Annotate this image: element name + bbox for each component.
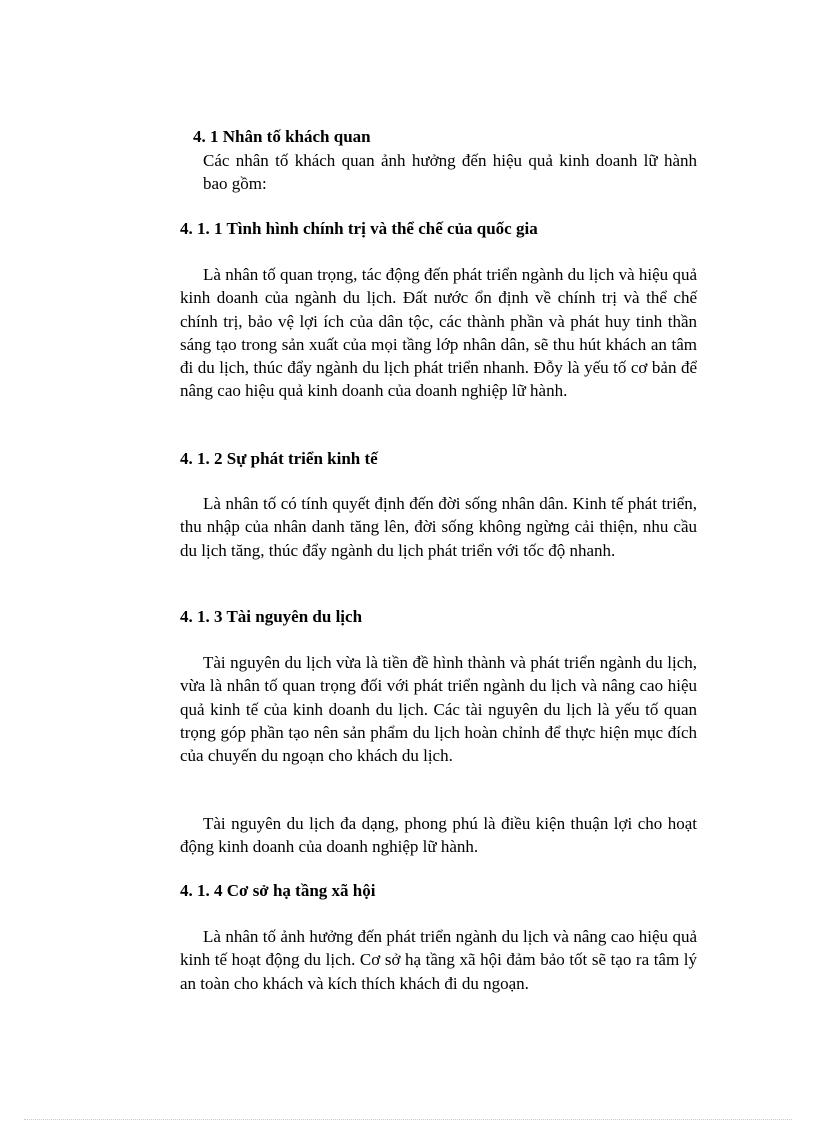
heading-4-1-4: 4. 1. 4 Cơ sở hạ tầng xã hội <box>180 881 376 900</box>
intro-paragraph: Các nhân tố khách quan ảnh hưởng đến hiệu quả kinh doanh lữ hành bao gồm: <box>203 151 697 194</box>
heading-4-1-3: 4. 1. 3 Tài nguyên du lịch <box>180 607 363 626</box>
paragraph-resources-2: Tài nguyên du lịch đa dạng, phong phú là điều kiện thuận lợi cho hoạt động kinh doanh của doanh nghiệp lữ hành. <box>180 814 697 857</box>
heading-4-1: 4. 1 Nhân tố khách quan <box>193 127 371 146</box>
paragraph-politics: Là nhân tố quan trọng, tác động đến phát triển ngành du lịch và hiệu quả kinh doanh của ngành du lịch. Đất nước ổn định về chính trị và thể chế chính trị, bảo vệ lợi ích của dân tộc, các thành phần và phát huy tinh thần sáng tạo trong sản xuất của mọi tầng lớp nhân dân, sẽ thu hút khách an tâm đi du lịch, thúc đẩy ngành du lịch phát triển nhanh. Đỗy là yếu tố cơ bản để nâng cao hiệu quả kinh doanh của doanh nghiệp lữ hành. <box>180 265 697 401</box>
paragraph-infrastructure: Là nhân tố ảnh hưởng đến phát triển ngành du lịch và nâng cao hiệu quả kinh tế hoạt động du lịch. Cơ sở hạ tầng xã hội đảm bảo tốt sẽ tạo ra tâm lý an toàn cho khách và kích thích khách đi du ngoạn. <box>180 927 697 993</box>
paragraph-resources-1: Tài nguyên du lịch vừa là tiền đề hình thành và phát triển ngành du lịch, vừa là nhân tố quan trọng đối với phát triển ngành du lịch và nâng cao hiệu quả kinh tế của kinh doanh du lịch. Các tài nguyên du lịch là yếu tố quan trọng góp phần tạo nên sản phẩm du lịch hoàn chỉnh để thực hiện mục đích của chuyến du ngoạn cho khách du lịch. <box>180 653 697 766</box>
page-bottom-divider <box>24 1119 792 1120</box>
paragraph-economy: Là nhân tố có tính quyết định đến đời sống nhân dân. Kinh tế phát triển, thu nhập của nhân danh tăng lên, đời sống không ngừng cải thiện, nhu cầu du lịch tăng, thúc đẩy ngành du lịch phát triển với tốc độ nhanh. <box>180 494 697 560</box>
heading-4-1-2: 4. 1. 2 Sự phát triển kinh tế <box>180 449 378 468</box>
heading-4-1-1: 4. 1. 1 Tình hình chính trị và thể chế của quốc gia <box>180 219 538 238</box>
